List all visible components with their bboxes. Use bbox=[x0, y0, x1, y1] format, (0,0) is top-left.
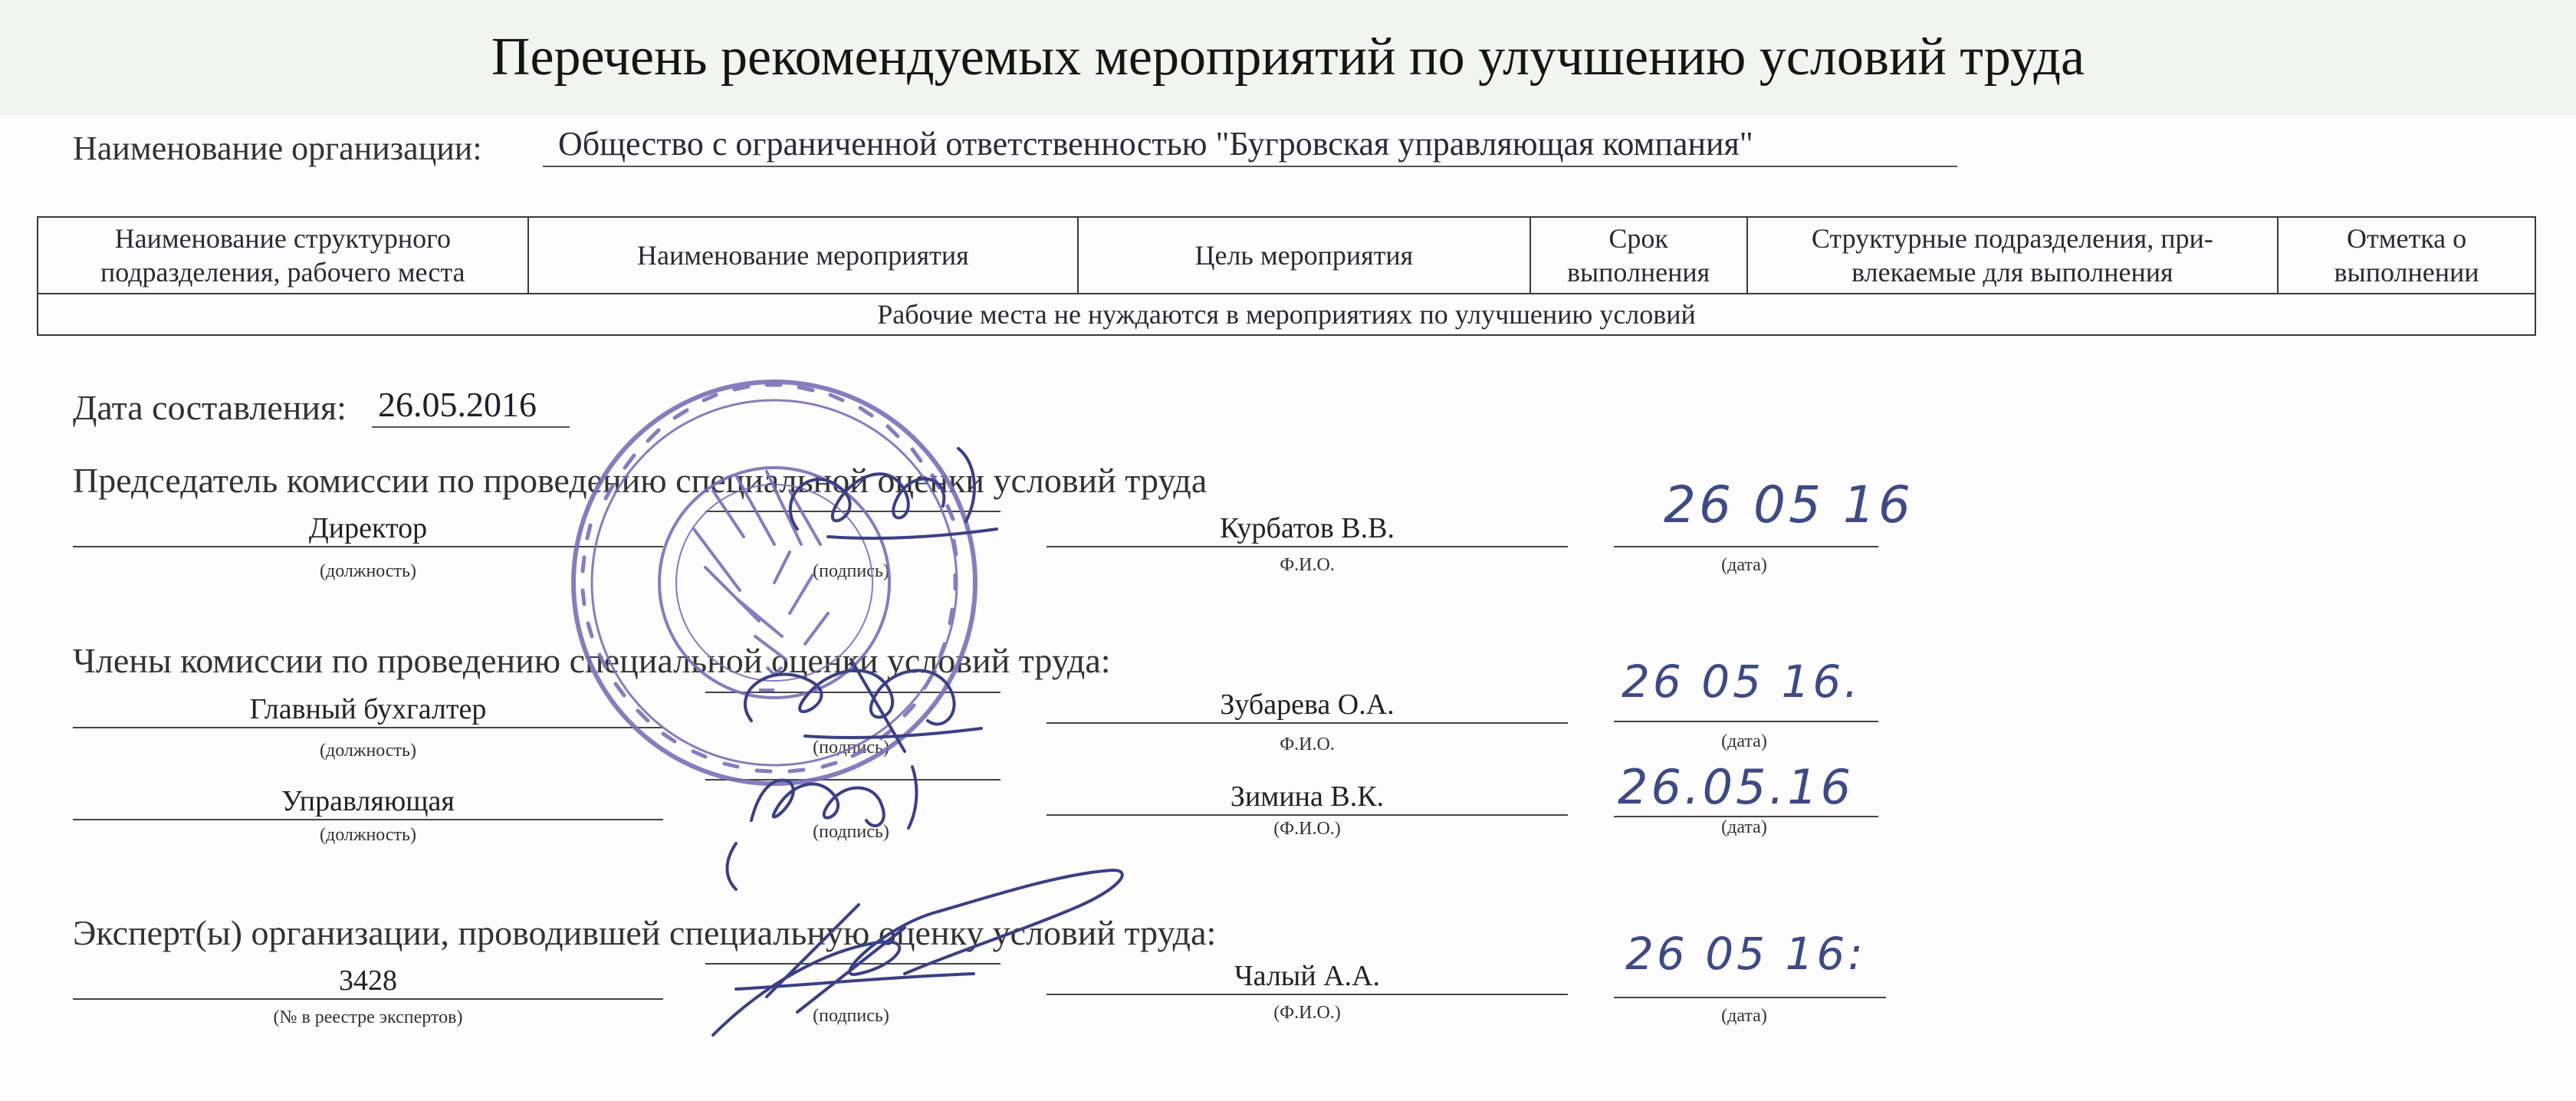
member-1-fio: Зубарева О.А. bbox=[1046, 687, 1568, 724]
caption-fio-parens: (Ф.И.О.) bbox=[1273, 1003, 1341, 1023]
caption-signature: (подпись) bbox=[813, 1006, 889, 1026]
caption-signature: (подпись) bbox=[813, 738, 889, 758]
member-1-date-handwritten: 26 05 16. bbox=[1622, 656, 1861, 708]
caption-fio: Ф.И.О. bbox=[1280, 555, 1335, 575]
caption-signature: (подпись) bbox=[813, 822, 889, 842]
member-2-date-handwritten: 26.05.16 bbox=[1618, 759, 1855, 815]
members-heading: Члены комиссии по проведению специальной оценки условий труда: bbox=[73, 641, 1111, 680]
caption-date: (дата) bbox=[1721, 1006, 1767, 1026]
caption-date: (дата) bbox=[1721, 731, 1767, 751]
member-2-position: Управляющая bbox=[73, 784, 663, 820]
caption-position: (должность) bbox=[320, 561, 416, 581]
handwritten-signatures bbox=[713, 449, 1122, 1035]
member-1-position: Главный бухгалтер bbox=[73, 692, 663, 728]
compiled-date-label: Дата составления: bbox=[73, 388, 347, 427]
header-completion-mark: Отметка о выполнении bbox=[2278, 217, 2535, 294]
caption-date: (дата) bbox=[1721, 817, 1767, 837]
caption-signature: (подпись) bbox=[813, 561, 889, 581]
member-2-fio: Зимина В.К. bbox=[1046, 779, 1568, 816]
header-deadline: Срок выполнения bbox=[1530, 217, 1747, 294]
expert-fio: Чалый А.А. bbox=[1046, 958, 1568, 995]
chairman-fio: Курбатов В.В. bbox=[1046, 511, 1568, 547]
caption-fio-parens: (Ф.И.О.) bbox=[1273, 819, 1341, 839]
header-goal: Цель мероприятия bbox=[1078, 217, 1530, 294]
organization-label: Наименование организации: bbox=[73, 130, 482, 167]
caption-position: (должность) bbox=[320, 825, 416, 845]
caption-fio: Ф.И.О. bbox=[1280, 735, 1335, 754]
header-measure: Наименование мероприятия bbox=[528, 217, 1078, 294]
official-stamp bbox=[573, 382, 975, 784]
compiled-date-value: 26.05.2016 bbox=[372, 383, 570, 428]
caption-position: (должность) bbox=[320, 741, 416, 761]
header-unit: Наименование структурного подразделения, рабочего места bbox=[38, 217, 528, 294]
expert-registry-number: 3428 bbox=[73, 963, 663, 1000]
expert-date-handwritten: 26 05 16: bbox=[1625, 928, 1866, 980]
chairman-date-handwritten: 26 05 16 bbox=[1664, 475, 1914, 534]
chairman-position: Директор bbox=[73, 511, 663, 547]
organization-name: Общество с ограниченной ответственностью "Бугровская управляющая компания" bbox=[543, 123, 1957, 167]
page-title: Перечень рекомендуемых мероприятий по улучшению условий труда bbox=[0, 0, 2576, 115]
caption-date: (дата) bbox=[1721, 555, 1767, 575]
chairman-heading: Председатель комиссии по проведению специальной оценки условий труда bbox=[73, 461, 1208, 500]
header-departments: Структурные подразделения, при-влекаемые для выполнения bbox=[1747, 217, 2279, 294]
expert-heading: Эксперт(ы) организации, проводившей специальную оценку условий труда: bbox=[73, 913, 1217, 952]
no-measures-note: Рабочие места не нуждаются в мероприятиях по улучшению условий bbox=[38, 294, 2535, 335]
caption-registry: (№ в реестре экспертов) bbox=[273, 1007, 463, 1027]
